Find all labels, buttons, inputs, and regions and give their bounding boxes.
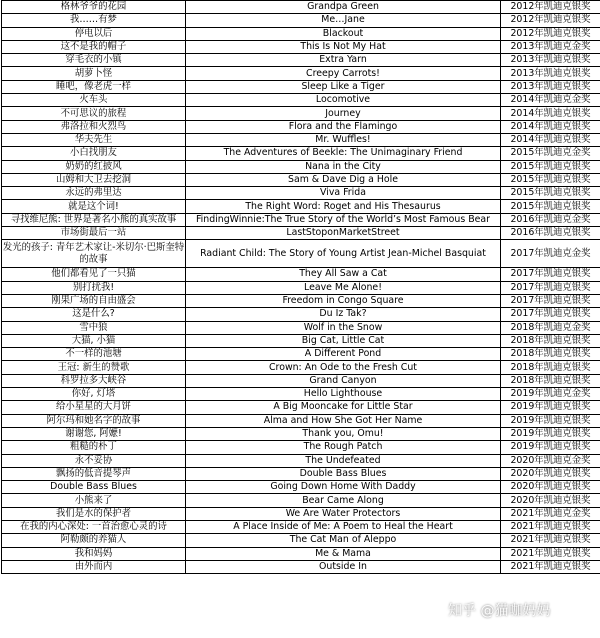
chinese-title-cell: 他们都看见了一只猫 — [2, 268, 186, 281]
english-title-cell: Grand Canyon — [186, 374, 501, 387]
chinese-title-cell: 华夫先生 — [2, 133, 186, 146]
chinese-title-cell: 雪中狼 — [2, 321, 186, 334]
english-title-cell: LastStoponMarketStreet — [186, 227, 501, 240]
english-title-cell: We Are Water Protectors — [186, 507, 501, 520]
english-title-cell: Hello Lighthouse — [186, 388, 501, 401]
award-cell: 2012年凯迪克银奖 — [501, 27, 600, 40]
chinese-title-cell: 阿尔玛和她名字的故事 — [2, 414, 186, 427]
award-cell: 2019年凯迪克银奖 — [501, 441, 600, 454]
award-cell: 2016年凯迪克银奖 — [501, 227, 600, 240]
english-title-cell: Double Bass Blues — [186, 467, 501, 480]
english-title-cell: Du Iz Tak? — [186, 308, 501, 321]
table-row — [2, 427, 600, 440]
chinese-title-cell: 格林爷爷的花园 — [2, 1, 186, 14]
award-cell: 2017年凯迪克银奖 — [501, 268, 600, 281]
table-row — [2, 120, 600, 133]
english-title-cell: Viva Frida — [186, 187, 501, 200]
chinese-title-cell: 小熊来了 — [2, 494, 186, 507]
table-row — [2, 187, 600, 200]
chinese-title-cell: 发光的孩子: 青年艺术家让-米切尔·巴斯奎特的故事 — [2, 240, 186, 268]
chinese-title-cell: 小白找朋友 — [2, 147, 186, 160]
chinese-title-cell: 永不妥协 — [2, 454, 186, 467]
award-cell: 2015年凯迪克银奖 — [501, 187, 600, 200]
chinese-title-cell: 阿勒颇的养猫人 — [2, 534, 186, 547]
english-title-cell: Going Down Home With Daddy — [186, 481, 501, 494]
table-row — [2, 507, 600, 520]
table-row — [2, 534, 600, 547]
english-title-cell: Flora and the Flamingo — [186, 120, 501, 133]
chinese-title-cell: 你好, 灯塔 — [2, 388, 186, 401]
chinese-title-cell: 由外而内 — [2, 560, 186, 573]
english-title-cell: A Place Inside of Me: A Poem to Heal the Heart — [186, 520, 501, 533]
chinese-title-cell: 我们是水的保护者 — [2, 507, 186, 520]
chinese-title-cell: 不一样的池塘 — [2, 348, 186, 361]
english-title-cell: Bear Came Along — [186, 494, 501, 507]
english-title-cell: Sleep Like a Tiger — [186, 80, 501, 93]
chinese-title-cell: 这不是我的帽子 — [2, 40, 186, 53]
table-row — [2, 94, 600, 107]
table-row — [2, 481, 600, 494]
table-row — [2, 40, 600, 53]
chinese-title-cell: 别打扰我! — [2, 281, 186, 294]
english-title-cell: Grandpa Green — [186, 1, 501, 14]
award-cell: 2019年凯迪克金奖 — [501, 388, 600, 401]
table-row — [2, 467, 600, 480]
english-title-cell: The Adventures of Beekle: The Unimaginary Friend — [186, 147, 501, 160]
table-row — [2, 173, 600, 186]
table-row — [2, 401, 600, 414]
award-cell: 2021年凯迪克银奖 — [501, 547, 600, 560]
table-row — [2, 14, 600, 27]
chinese-title-cell: 这是什么? — [2, 308, 186, 321]
english-title-cell: Thank you, Omu! — [186, 427, 501, 440]
award-cell: 2015年凯迪克金奖 — [501, 147, 600, 160]
award-cell: 2015年凯迪克银奖 — [501, 160, 600, 173]
table-row — [2, 414, 600, 427]
table-row — [2, 200, 600, 213]
award-cell: 2014年凯迪克银奖 — [501, 133, 600, 146]
table-row — [2, 1, 600, 14]
award-cell: 2021年凯迪克金奖 — [501, 507, 600, 520]
table-row — [2, 281, 600, 294]
table-row — [2, 454, 600, 467]
chinese-title-cell: 就是这个词! — [2, 200, 186, 213]
chinese-title-cell: 弗洛拉和火烈鸟 — [2, 120, 186, 133]
english-title-cell: Outside In — [186, 560, 501, 573]
english-title-cell: Leave Me Alone! — [186, 281, 501, 294]
table-row — [2, 494, 600, 507]
chinese-title-cell: 火车头 — [2, 94, 186, 107]
chinese-title-cell: 王冠: 新生的赞歌 — [2, 361, 186, 374]
table-row — [2, 213, 600, 226]
english-title-cell: Nana in the City — [186, 160, 501, 173]
table-row — [2, 388, 600, 401]
chinese-title-cell: 睡吧，像老虎一样 — [2, 80, 186, 93]
english-title-cell: Big Cat, Little Cat — [186, 334, 501, 347]
award-cell: 2018年凯迪克银奖 — [501, 348, 600, 361]
chinese-title-cell: 在我的内心深处: 一首治愈心灵的诗 — [2, 520, 186, 533]
chinese-title-cell: 胡萝卜怪 — [2, 67, 186, 80]
award-cell: 2017年凯迪克银奖 — [501, 308, 600, 321]
award-cell: 2014年凯迪克银奖 — [501, 120, 600, 133]
award-cell: 2021年凯迪克银奖 — [501, 534, 600, 547]
table-row — [2, 67, 600, 80]
table-row — [2, 147, 600, 160]
award-cell: 2018年凯迪克金奖 — [501, 321, 600, 334]
award-cell: 2017年凯迪克银奖 — [501, 294, 600, 307]
award-cell: 2018年凯迪克银奖 — [501, 334, 600, 347]
table-row — [2, 27, 600, 40]
english-title-cell: This Is Not My Hat — [186, 40, 501, 53]
chinese-title-cell: 市场街最后一站 — [2, 227, 186, 240]
watermark: 知乎 @猫咖妈妈 — [448, 603, 551, 619]
table-row — [2, 348, 600, 361]
table-row — [2, 560, 600, 573]
table-row — [2, 334, 600, 347]
table-row — [2, 107, 600, 120]
english-title-cell: Me…Jane — [186, 14, 501, 27]
award-cell: 2013年凯迪克银奖 — [501, 80, 600, 93]
table-row — [2, 294, 600, 307]
table-row — [2, 160, 600, 173]
english-title-cell: The Right Word: Roget and His Thesaurus — [186, 200, 501, 213]
english-title-cell: FindingWinnie:The True Story of the World’s Most Famous Bear — [186, 213, 501, 226]
chinese-title-cell: 大猫, 小猫 — [2, 334, 186, 347]
chinese-title-cell: 粗糙的朴丁 — [2, 441, 186, 454]
english-title-cell: Extra Yarn — [186, 54, 501, 67]
english-title-cell: Freedom in Congo Square — [186, 294, 501, 307]
award-cell: 2020年凯迪克银奖 — [501, 481, 600, 494]
award-cell: 2012年凯迪克银奖 — [501, 14, 600, 27]
english-title-cell: Locomotive — [186, 94, 501, 107]
award-cell: 2021年凯迪克银奖 — [501, 560, 600, 573]
english-title-cell: They All Saw a Cat — [186, 268, 501, 281]
chinese-title-cell: 科罗拉多大峡谷 — [2, 374, 186, 387]
award-cell: 2019年凯迪克银奖 — [501, 414, 600, 427]
english-title-cell: The Rough Patch — [186, 441, 501, 454]
award-cell: 2018年凯迪克银奖 — [501, 374, 600, 387]
chinese-title-cell: 奶奶的红披风 — [2, 160, 186, 173]
award-cell: 2013年凯迪克银奖 — [501, 67, 600, 80]
chinese-title-cell: 飘扬的低音提琴声 — [2, 467, 186, 480]
award-cell: 2016年凯迪克金奖 — [501, 213, 600, 226]
table-row — [2, 547, 600, 560]
english-title-cell: A Different Pond — [186, 348, 501, 361]
award-cell: 2021年凯迪克银奖 — [501, 520, 600, 533]
table-row — [2, 308, 600, 321]
chinese-title-cell: 我……有梦 — [2, 14, 186, 27]
english-title-cell: Radiant Child: The Story of Young Artist Jean-Michel Basquiat — [186, 240, 501, 268]
english-title-cell: The Cat Man of Aleppo — [186, 534, 501, 547]
award-cell: 2020年凯迪克银奖 — [501, 494, 600, 507]
table-row — [2, 374, 600, 387]
chinese-title-cell: 穿毛衣的小镇 — [2, 54, 186, 67]
table-row — [2, 227, 600, 240]
chinese-title-cell: 谢谢您, 阿嬷! — [2, 427, 186, 440]
table-row — [2, 441, 600, 454]
table-row — [2, 54, 600, 67]
table-row — [2, 240, 600, 268]
english-title-cell: Wolf in the Snow — [186, 321, 501, 334]
table-row — [2, 520, 600, 533]
award-cell: 2013年凯迪克金奖 — [501, 40, 600, 53]
table-row — [2, 268, 600, 281]
english-title-cell: Mr. Wuffles! — [186, 133, 501, 146]
chinese-title-cell: 寻找维尼熊: 世界是著名小熊的真实故事 — [2, 213, 186, 226]
caldecott-award-table — [1, 0, 600, 574]
award-cell: 2018年凯迪克银奖 — [501, 361, 600, 374]
table-row — [2, 321, 600, 334]
chinese-title-cell: 刚果广场的自由盛会 — [2, 294, 186, 307]
award-cell: 2020年凯迪克银奖 — [501, 467, 600, 480]
table-row — [2, 361, 600, 374]
award-cell: 2019年凯迪克银奖 — [501, 427, 600, 440]
award-cell: 2020年凯迪克金奖 — [501, 454, 600, 467]
table-body — [2, 1, 600, 574]
award-cell: 2013年凯迪克银奖 — [501, 54, 600, 67]
award-cell: 2015年凯迪克银奖 — [501, 200, 600, 213]
english-title-cell: Creepy Carrots! — [186, 67, 501, 80]
english-title-cell: Me & Mama — [186, 547, 501, 560]
english-title-cell: Crown: An Ode to the Fresh Cut — [186, 361, 501, 374]
table-row — [2, 80, 600, 93]
award-cell: 2017年凯迪克金奖 — [501, 240, 600, 268]
english-title-cell: Sam & Dave Dig a Hole — [186, 173, 501, 186]
english-title-cell: Journey — [186, 107, 501, 120]
chinese-title-cell: 我和妈妈 — [2, 547, 186, 560]
chinese-title-cell: Double Bass Blues — [2, 481, 186, 494]
award-cell: 2017年凯迪克银奖 — [501, 281, 600, 294]
chinese-title-cell: 停电以后 — [2, 27, 186, 40]
chinese-title-cell: 不可思议的旅程 — [2, 107, 186, 120]
table-row — [2, 133, 600, 146]
chinese-title-cell: 永远的弗里达 — [2, 187, 186, 200]
award-cell: 2015年凯迪克银奖 — [501, 173, 600, 186]
english-title-cell: The Undefeated — [186, 454, 501, 467]
award-cell: 2014年凯迪克金奖 — [501, 94, 600, 107]
award-cell: 2014年凯迪克银奖 — [501, 107, 600, 120]
chinese-title-cell: 山姆和大卫去挖洞 — [2, 173, 186, 186]
chinese-title-cell: 给小星星的大月饼 — [2, 401, 186, 414]
award-cell: 2012年凯迪克银奖 — [501, 1, 600, 14]
english-title-cell: A Big Mooncake for Little Star — [186, 401, 501, 414]
award-cell: 2019年凯迪克银奖 — [501, 401, 600, 414]
english-title-cell: Alma and How She Got Her Name — [186, 414, 501, 427]
english-title-cell: Blackout — [186, 27, 501, 40]
